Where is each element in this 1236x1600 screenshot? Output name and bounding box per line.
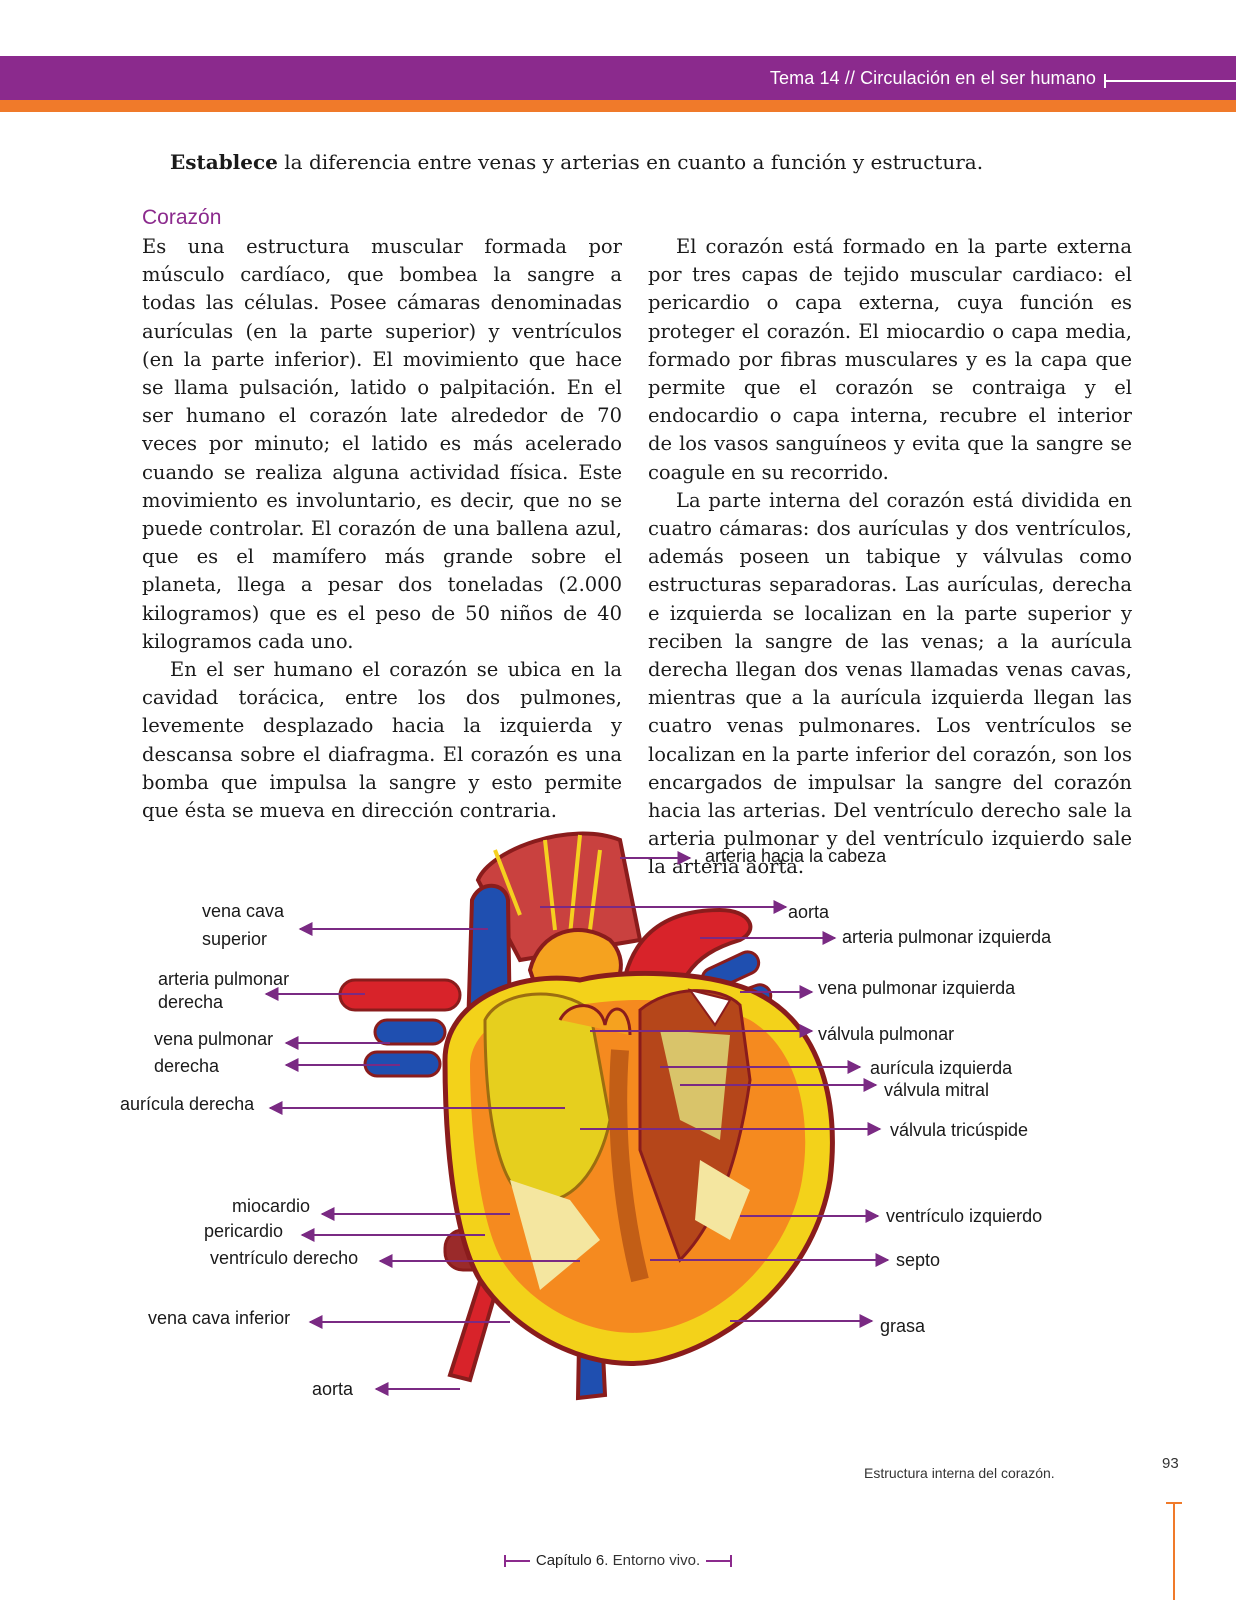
label-ventriculo-derecho: ventrículo derecho (210, 1248, 359, 1268)
side-rule (1173, 1502, 1175, 1600)
label-auricula-izquierda: aurícula izquierda (870, 1058, 1013, 1078)
header-rule (1104, 80, 1236, 82)
label-ventriculo-izquierdo: ventrículo izquierdo (886, 1206, 1043, 1226)
right-paragraph-2: La parte interna del corazón está dividida en cuatro cámaras: dos aurículas y dos ventrículos, además poseen un tabique y válvulas como estructuras separadoras. Las aurículas, derecha e izquierda se localizan en la parte superior y reciben la sangre de las venas; a la aurícula derecha llegan dos venas llamadas venas cavas, mientras que a la aurícula izquierda llegan las cuatro venas pulmonares. Los ventrículos se localizan en la parte inferior del corazón, son los encargados de impulsar la sangre del corazón hacia las arterias. Del ventrículo derecho sale la arteria pulmonar y del ventrículo izquierdo sale la arteria aorta. (648, 488, 1132, 879)
label-valvula-pulmonar: válvula pulmonar (818, 1024, 955, 1044)
label-vena-cava-superior-1: vena cava (202, 901, 285, 921)
label-vena-cava-inferior: vena cava inferior (148, 1308, 291, 1328)
label-arteria-cabeza: arteria hacia la cabeza (705, 846, 887, 866)
label-grasa: grasa (880, 1316, 926, 1336)
left-column (142, 233, 622, 825)
right-column (648, 233, 1132, 882)
instruction-verb: Establece (170, 150, 278, 174)
label-miocardio: miocardio (232, 1196, 311, 1216)
label-arteria-pulmonar-derecha-2: derecha (158, 992, 224, 1012)
footer-bar-left (504, 1560, 530, 1562)
label-vena-pulmonar-derecha-1: vena pulmonar (154, 1029, 274, 1049)
label-vena-pulmonar-derecha-2: derecha (154, 1056, 220, 1076)
label-pericardio: pericardio (204, 1221, 284, 1241)
label-valvula-mitral: válvula mitral (884, 1080, 990, 1100)
right-paragraph-1: El corazón está formado en la parte externa por tres capas de tejido muscular cardiaco: el pericardio o capa externa, cuya función es proteger el corazón. El miocardio o capa media, formado por fibras musculares y es la capa que permite que el corazón se contraiga y el endocardio o capa interna, recubre el interior de los vasos sanguíneos y evita que la sangre se coagule en su recorrido. (648, 235, 1132, 484)
footer (0, 1552, 1236, 1569)
instruction-text: la diferencia entre venas y arterias en cuanto a función y estructura. (277, 150, 984, 174)
label-valvula-tricuspide: válvula tricúspide (890, 1120, 1029, 1140)
page-number: 93 (1162, 1455, 1179, 1472)
label-septo: septo (896, 1250, 941, 1270)
label-vena-pulmonar-izquierda: vena pulmonar izquierda (818, 978, 1016, 998)
label-arteria-pulmonar-derecha-1: arteria pulmonar (158, 969, 290, 989)
label-auricula-derecha: aurícula derecha (120, 1094, 255, 1114)
label-vena-cava-superior-2: superior (202, 929, 268, 949)
activity-instruction (170, 148, 1130, 176)
topic-title: Tema 14 // Circulación en el ser humano (769, 68, 1096, 88)
label-arteria-pulmonar-izquierda: arteria pulmonar izquierda (842, 927, 1052, 947)
footer-separator: . (604, 1552, 613, 1569)
left-paragraph-1: Es una estructura muscular formada por músculo cardíaco, que bombea la sangre a todas las células. Posee cámaras denominadas aurículas (en la parte superior) y ventrículos (en la parte inferior). El movimiento que hace se llama pulsación, latido o palpitación. En el ser humano el corazón late alrededor de 70 veces por minuto; el latido es más acelerado cuando se realiza alguna actividad física. Este movimiento es involuntario, es decir, que no se puede controlar. El corazón de una ballena azul, que es el mamífero más grande sobre el planeta, llega a pesar dos toneladas (2.000 kilogramos) que es el peso de 50 niños de 40 kilogramos cada uno. (142, 235, 622, 653)
heart-diagram (100, 820, 1120, 1420)
section-title: Corazón (142, 206, 222, 229)
label-aorta-bottom: aorta (312, 1379, 354, 1399)
footer-chapter: Capítulo 6 (535, 1552, 605, 1569)
figure-caption: Estructura interna del corazón. (864, 1465, 1055, 1481)
heart-illustration (340, 834, 832, 1398)
label-aorta-top: aorta (788, 902, 830, 922)
header-stripe (0, 100, 1236, 112)
left-paragraph-2: En el ser humano el corazón se ubica en la cavidad torácica, entre los dos pulmones, levemente desplazado hacia la izquierda y descansa sobre el diafragma. El corazón es una bomba que impulsa la sangre y esto permite que ésta se mueva en dirección contraria. (142, 658, 622, 823)
footer-chapter-name: Entorno vivo. (612, 1552, 701, 1569)
footer-bar-right (706, 1560, 732, 1562)
